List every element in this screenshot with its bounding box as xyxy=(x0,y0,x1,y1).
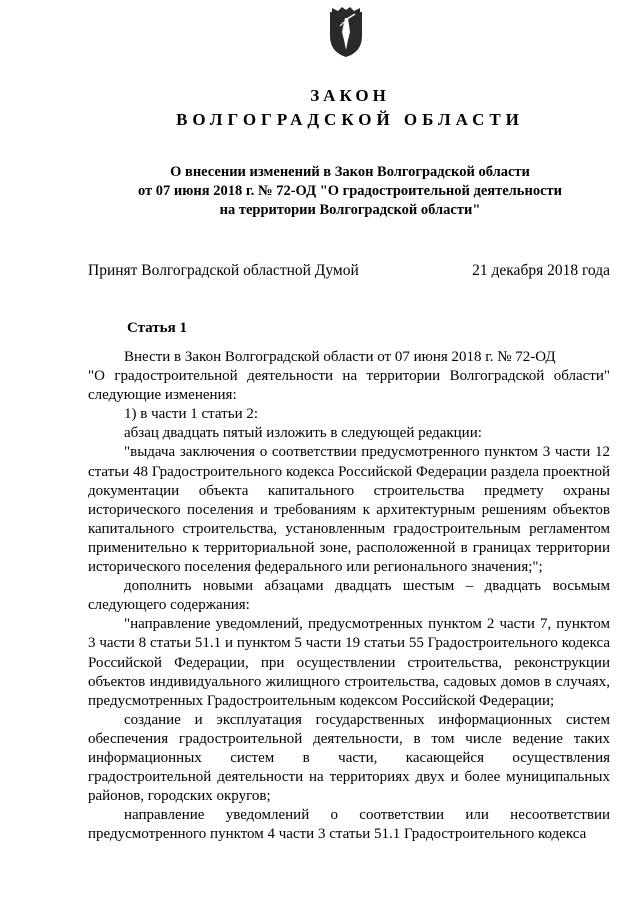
paragraph: создание и эксплуатация государственных информационных систем обеспечения градостроительной деятельности, в том числе ведение таких информационных систем в части, касающейся осуществления градостроительной деятельности на территориях двух и более муниципальных районов, городских округов; xyxy=(88,711,610,805)
adoption-line xyxy=(88,262,610,280)
region-title: ВОЛГОГРАДСКОЙ ОБЛАСТИ xyxy=(176,110,524,129)
subtitle-line: О внесении изменений в Закон Волгоградской области xyxy=(170,164,530,180)
article-body xyxy=(88,348,610,844)
document-subtitle xyxy=(0,163,640,220)
adoption-date: 21 декабря 2018 года xyxy=(472,262,610,279)
adopted-by: Принят Волгоградской областной Думой xyxy=(88,262,359,279)
paragraph: 1) в части 1 статьи 2: xyxy=(124,406,259,423)
paragraph: "О градостроительной деятельности на территории Волгоградской области" следующие изменения: xyxy=(88,368,610,404)
article-heading: Статья 1 xyxy=(127,320,187,336)
paragraph: направление уведомлений о соответствии или несоответствии предусмотренного пунктом 4 части 3 статьи 51.1 Градостроительного кодекса xyxy=(88,807,610,843)
subtitle-line: на территории Волгоградской области" xyxy=(219,202,481,218)
subtitle-line: от 07 июня 2018 г. № 72-ОД "О градостроительной деятельности xyxy=(138,183,562,199)
coat-of-arms-icon xyxy=(328,6,364,58)
paragraph: Внести в Закон Волгоградской области от 07 июня 2018 г. № 72-ОД xyxy=(124,349,556,365)
paragraph: дополнить новыми абзацами двадцать шестым – двадцать восьмым следующего содержания: xyxy=(88,578,610,614)
document-type-title: ЗАКОН xyxy=(310,86,390,105)
paragraph: абзац двадцать пятый изложить в следующей редакции: xyxy=(124,425,482,442)
paragraph: "направление уведомлений, предусмотренных пунктом 2 части 7, пунктом 3 части 8 статьи 51.1 и пунктом 5 части 19 статьи 55 Градостроительного кодекса Российской Федерации, при осуществлении строительства, реконструкции объектов индивидуального жилищного строительства, садовых домов в случаях, предусмотренных Градостроительным кодексом Российской Федерации; xyxy=(88,616,610,709)
paragraph: "выдача заключения о соответствии предусмотренного пунктом 3 части 12 статьи 48 Градостроительного кодекса Российской Федерации раздела проектной документации объекта капитального строительства предмету охраны исторического поселения и требованиям к архитектурным решениям объектов капитального строительства, установленным градостроительным регламентом применительно к территориальной зоне, расположенной в границах территории исторического поселения федерального или регионального значения;"; xyxy=(88,444,610,576)
